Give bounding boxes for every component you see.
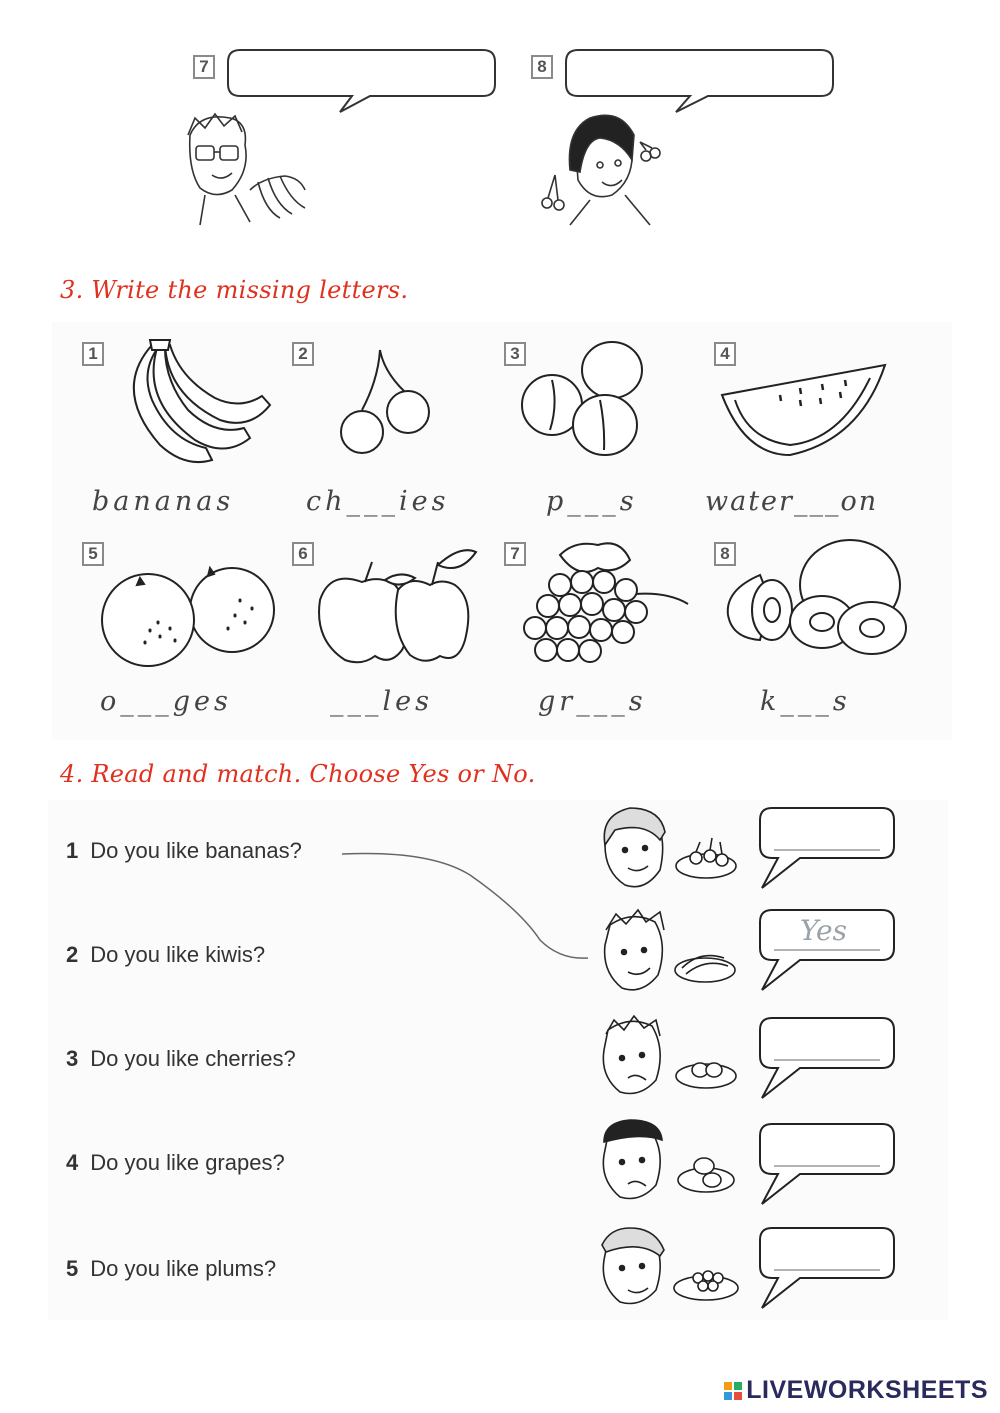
kid-1-cherries-icon bbox=[604, 808, 736, 887]
section-3-heading: 3. Write the missing letters. bbox=[60, 276, 409, 304]
logo-mark-icon bbox=[724, 1382, 742, 1400]
logo-text: LIVEWORKSHEETS bbox=[746, 1376, 988, 1404]
fruit-8-word: k___s bbox=[760, 686, 851, 717]
fruit-1-number: 1 bbox=[82, 342, 104, 366]
question-2-number: 2 bbox=[66, 942, 79, 967]
question-3-number: 3 bbox=[66, 1046, 79, 1071]
fruit-4-number: 4 bbox=[714, 342, 736, 366]
fruit-2-word: ch___ies bbox=[306, 486, 450, 517]
question-4-number: 4 bbox=[66, 1150, 79, 1175]
fruit-1-word: bananas bbox=[92, 486, 235, 517]
question-3-text: Do you like cherries? bbox=[90, 1046, 296, 1071]
item-8-number: 8 bbox=[531, 55, 553, 79]
fruit-6-word: ___les bbox=[330, 686, 433, 717]
kid-2-bananas-icon bbox=[605, 910, 735, 990]
answer-bubble-3 bbox=[760, 1018, 894, 1098]
answer-bubble-1 bbox=[760, 808, 894, 888]
fruit-8-number: 8 bbox=[714, 542, 736, 566]
fruit-5-word: o___ges bbox=[100, 686, 232, 717]
section-4-heading: 4. Read and match. Choose Yes or No. bbox=[60, 760, 536, 788]
fruit-3-number: 3 bbox=[504, 342, 526, 366]
question-1-number: 1 bbox=[66, 838, 79, 863]
liveworksheets-logo bbox=[724, 1376, 988, 1405]
question-5-number: 5 bbox=[66, 1256, 79, 1281]
question-2-text: Do you like kiwis? bbox=[90, 942, 266, 967]
question-5-text: Do you like plums? bbox=[90, 1256, 277, 1281]
question-4-text: Do you like grapes? bbox=[90, 1150, 285, 1175]
answer-bubble-4 bbox=[760, 1124, 894, 1204]
fruit-3-word: p___s bbox=[546, 486, 638, 517]
fruit-5-number: 5 bbox=[82, 542, 104, 566]
fruit-7-word: gr___s bbox=[538, 686, 647, 717]
answer-bubble-5 bbox=[760, 1228, 894, 1308]
fruit-4-word: water___on bbox=[705, 486, 879, 517]
item-7-number: 7 bbox=[193, 55, 215, 79]
fruit-6-number: 6 bbox=[292, 542, 314, 566]
fruit-2-number: 2 bbox=[292, 342, 314, 366]
fruit-7-number: 7 bbox=[504, 542, 526, 566]
kid-4-kiwis-icon bbox=[603, 1120, 734, 1199]
match-line bbox=[342, 853, 588, 958]
kid-3-plums-icon bbox=[603, 1016, 736, 1094]
question-1-text: Do you like bananas? bbox=[90, 838, 302, 863]
example-answer: Yes bbox=[800, 914, 847, 947]
kid-5-grapes-icon bbox=[602, 1228, 738, 1304]
